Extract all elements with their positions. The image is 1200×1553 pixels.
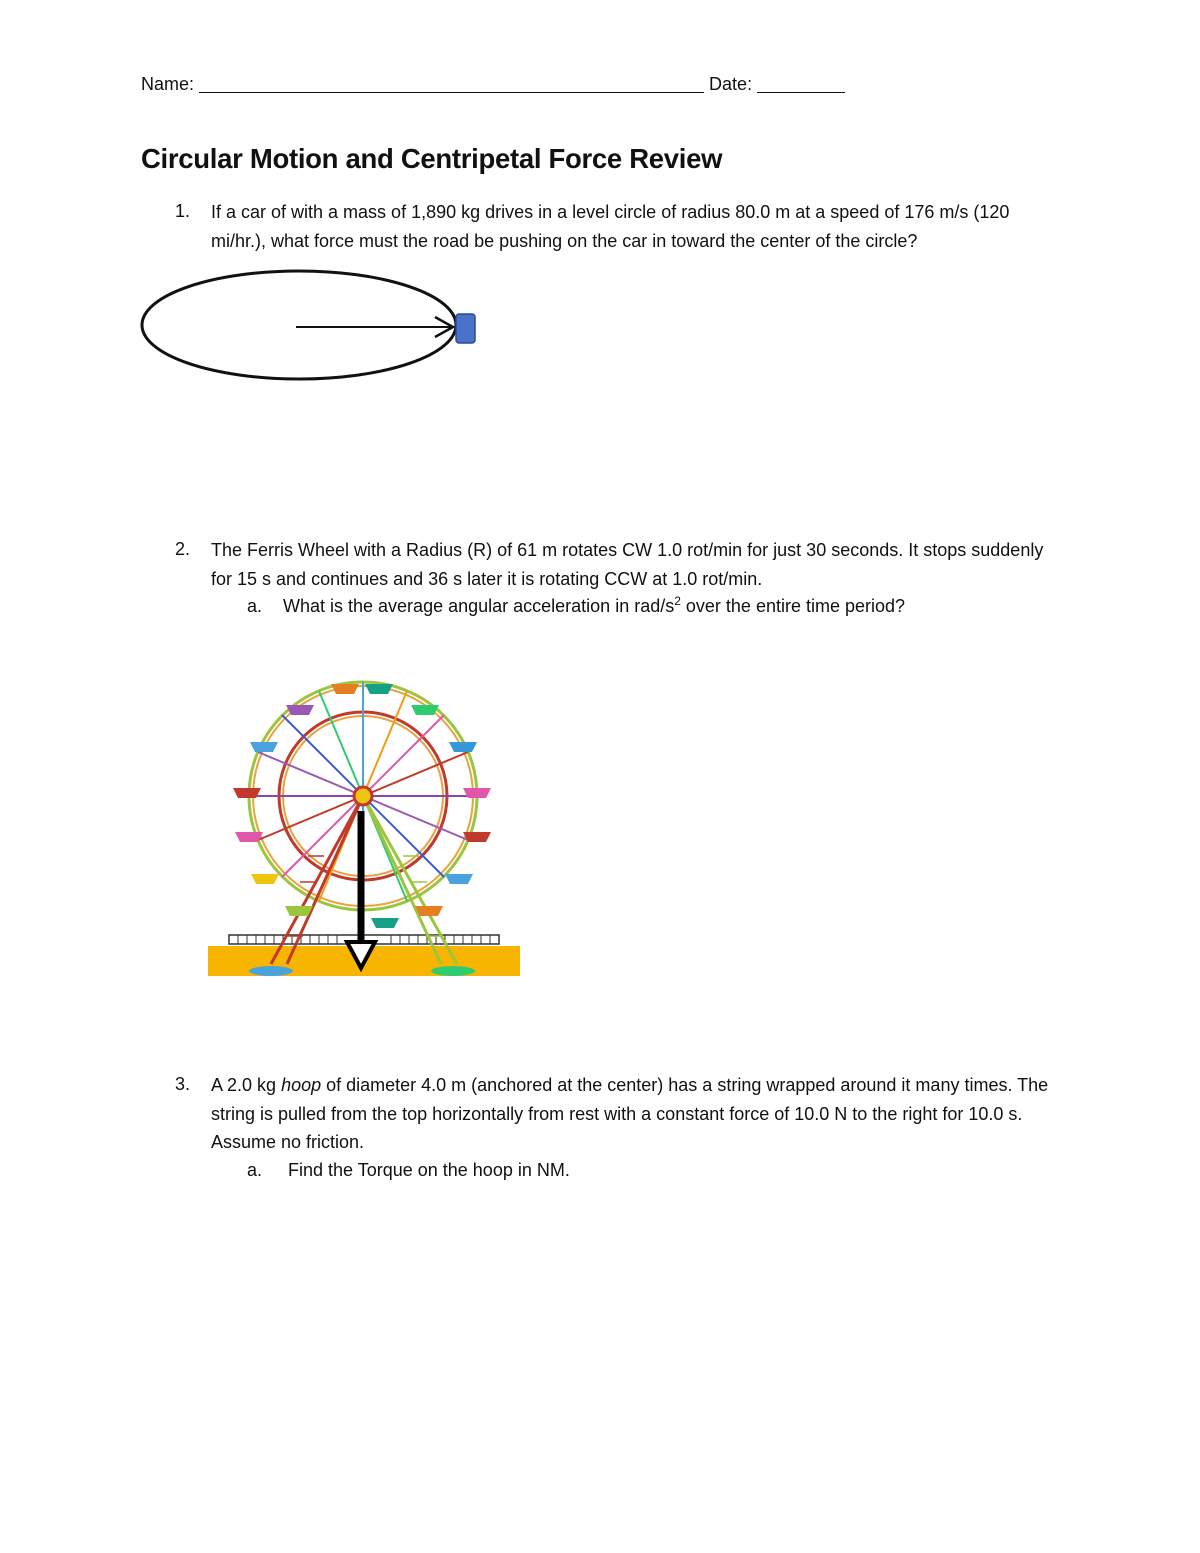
hub <box>354 787 372 805</box>
name-field[interactable] <box>199 74 704 93</box>
q2a-text-after: over the entire time period? <box>680 596 906 616</box>
foot-right <box>431 966 475 976</box>
date-field[interactable] <box>757 74 845 93</box>
date-label: Date: <box>709 74 753 94</box>
question-1-text: If a car of with a mass of 1,890 kg drives in a level circle of radius 80.0 m at a speed of 176 m/s (120 mi/hr.), what force must the road be pushing on the car in toward the center of the circle? <box>211 202 1010 251</box>
header <box>141 74 845 95</box>
question-3a-letter: a. <box>247 1160 263 1180</box>
q2a-superscript: 2 <box>674 594 681 608</box>
question-2-number: 2. <box>175 539 191 559</box>
question-1-number: 1. <box>175 201 191 221</box>
page-title: Circular Motion and Centripetal Force Review <box>141 143 723 174</box>
q3-text-after: of diameter 4.0 m (anchored at the center) has a string wrapped around it many times. The string is pulled from the top horizontally from rest with a constant force of 10.0 N to the right for 10.0 s. Assume no friction. <box>211 1075 1049 1152</box>
question-3a-text: Find the Torque on the hoop in NM. <box>288 1160 570 1180</box>
q3-text-before: A 2.0 kg <box>211 1075 282 1095</box>
circular-path <box>142 271 456 379</box>
question-2a-letter: a. <box>247 596 263 616</box>
q3-text-italic: hoop <box>281 1075 322 1095</box>
foot-left <box>249 966 293 976</box>
question-3-number: 3. <box>175 1074 191 1094</box>
question-3-text <box>211 1071 1051 1157</box>
ferris-wheel-illustration <box>205 646 525 978</box>
car-block <box>456 314 475 343</box>
question-2a-text <box>283 596 905 617</box>
name-label: Name: <box>141 74 195 94</box>
q2a-text-before: What is the average angular acceleration in rad/s <box>283 596 675 616</box>
circular-path-diagram <box>135 266 485 386</box>
question-2-text: The Ferris Wheel with a Radius (R) of 61 m rotates CW 1.0 rot/min for just 30 seconds. It stops suddenly for 15 s and continues and 36 s later it is rotating CCW at 1.0 rot/min. <box>211 540 1044 589</box>
